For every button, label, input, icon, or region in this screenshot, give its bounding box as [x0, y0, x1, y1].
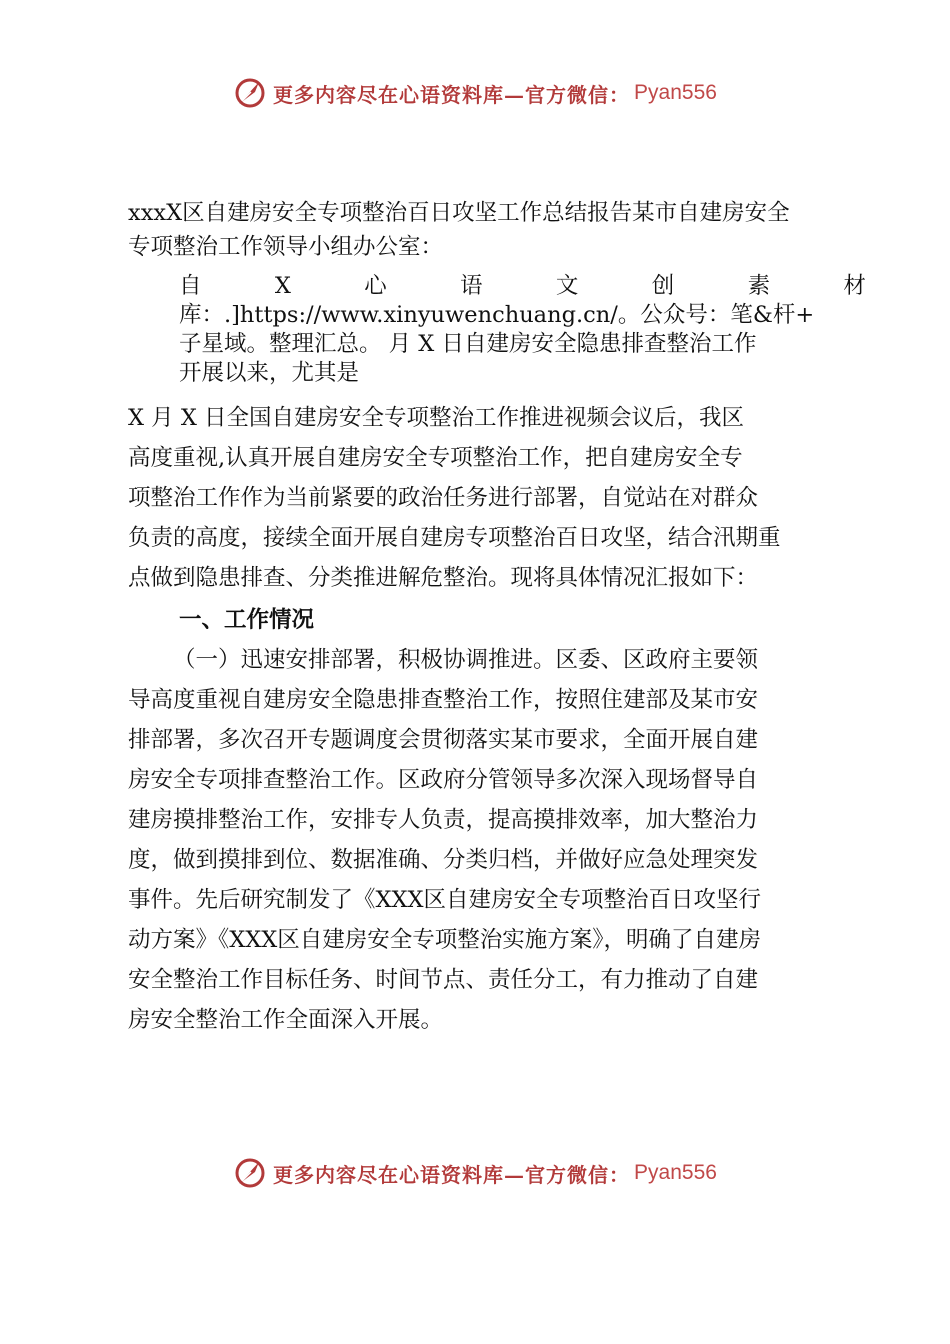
text-line: 开展以来，尤其是	[179, 360, 360, 386]
spread-char: 文	[555, 273, 579, 299]
text-line: 库：.]https://www.xinyuwenchuang.cn/。公众号：笔&杆+	[179, 302, 815, 328]
paragraph-section-1	[128, 640, 866, 1040]
text-line: 导高度重视自建房安全隐患排查整治工作，按照住建部及某市安	[128, 687, 759, 713]
spread-char: 素	[747, 273, 771, 299]
paragraph-indented	[128, 272, 866, 388]
spread-char: 材	[843, 273, 866, 299]
banner-wechat-id: Pyan556	[634, 81, 717, 104]
banner-title: 更多内容尽在心语资料库	[273, 82, 505, 107]
text-line: 事件。先后研究制发了《XXX区自建房安全专项整治百日攻坚行	[128, 887, 762, 913]
text-line: （一）迅速安排部署，积极协调推进。区委、区政府主要领	[173, 647, 759, 673]
paragraph-intro	[128, 398, 866, 598]
text-line: 项整治工作作为当前紧要的政治任务进行部署，自觉站在对群众	[128, 485, 759, 511]
text-line: 点做到隐患排查、分类推进解危整治。现将具体情况汇报如下：	[128, 565, 759, 591]
spread-char: 心	[364, 273, 387, 299]
banner-wechat-id: Pyan556	[634, 1161, 717, 1184]
document-body	[128, 196, 866, 1040]
banner-separator: —官方微信：	[504, 82, 631, 107]
text-line: xxxX区自建房安全专项整治百日攻坚工作总结报告某市自建房安全	[128, 200, 790, 226]
footer-banner	[0, 1148, 950, 1198]
banner-separator: —官方微信：	[504, 1162, 631, 1187]
header-banner	[0, 68, 950, 118]
banner-title: 更多内容尽在心语资料库	[273, 1162, 505, 1187]
text-line: 高度重视,认真开展自建房安全专项整治工作，把自建房安全专	[128, 445, 743, 471]
text-line: X 月 X 日全国自建房安全专项整治工作推进视频会议后，我区	[128, 405, 744, 431]
text-line: 排部署，多次召开专题调度会贯彻落实某市要求，全面开展自建	[128, 727, 759, 753]
spread-char: 语	[460, 273, 483, 299]
paragraph-title	[128, 196, 866, 264]
text-line: 房安全专项排查整治工作。区政府分管领导多次深入现场督导自	[128, 767, 759, 793]
text-line: 专项整治工作领导小组办公室：	[128, 234, 444, 260]
quill-logo-icon	[233, 1156, 267, 1190]
text-line: 安全整治工作目标任务、时间节点、责任分工，有力推动了自建	[128, 967, 759, 993]
text-line: 动方案》《XXX区自建房安全专项整治实施方案》，明确了自建房	[128, 927, 762, 953]
text-line: 房安全整治工作全面深入开展。	[128, 1007, 444, 1033]
spread-char: 创	[651, 273, 675, 299]
spread-char: X	[274, 273, 291, 299]
section-heading: 一、工作情况	[179, 607, 315, 633]
text-line: 建房摸排整治工作，安排专人负责，提高摸排效率，加大整治力	[128, 807, 759, 833]
spread-line	[179, 272, 866, 301]
text-line: 负责的高度，接续全面开展自建房专项整治百日攻坚，结合汛期重	[128, 525, 781, 551]
text-line: 子星域。整理汇总。 月 X 日自建房安全隐患排查整治工作	[179, 331, 757, 357]
quill-logo-icon	[233, 76, 267, 110]
text-line: 度，做到摸排到位、数据准确、分类归档，并做好应急处理突发	[128, 847, 759, 873]
spread-char: 自	[179, 273, 202, 299]
